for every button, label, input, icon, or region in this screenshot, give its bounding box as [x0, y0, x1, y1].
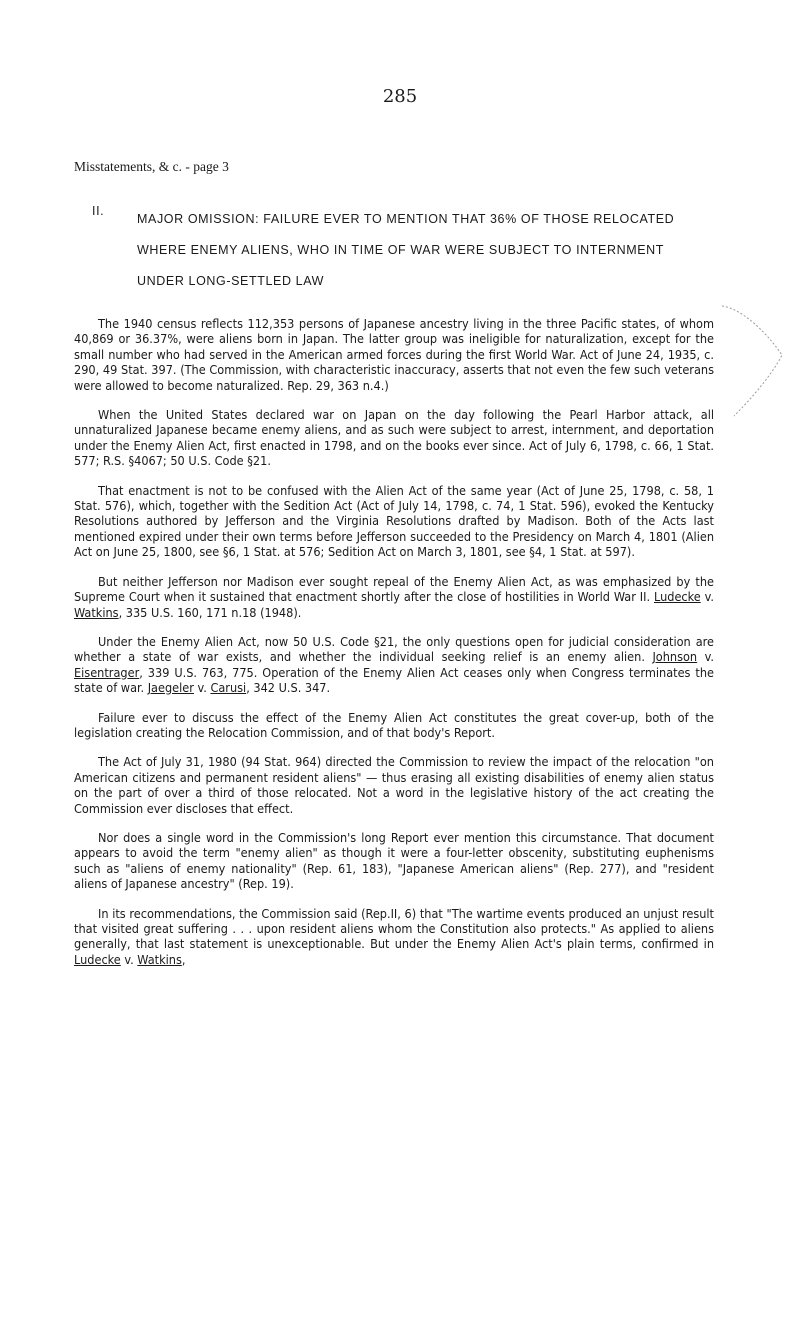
paragraph-text: , 339 U.S. 763, 775. Operation of the Enemy Alien Act ceases only when Congress terminates the state of war. — [74, 664, 714, 696]
paragraph-text: , — [181, 951, 186, 967]
paragraph-text: , 342 U.S. 347. — [246, 680, 331, 696]
case-name: Carusi — [210, 680, 247, 696]
paragraph — [74, 754, 714, 816]
paragraph-text: But neither Jefferson nor Madison ever sought repeal of the Enemy Alien Act, as was emphasized by the Supreme Court when it sustained that enactment shortly after the close of hostilities in World War II. — [74, 573, 714, 605]
paragraph-text: In its recommendations, the Commission said (Rep.II, 6) that "The wartime events produced an unjust result that visited great suffering . . . upon resident aliens whom the Constitution also protects." As applied to aliens generally, that last statement is unexceptionable. But under the Enemy Alien Act's plain terms, confirmed in — [74, 905, 714, 952]
case-name: Johnson — [652, 649, 698, 665]
paragraph-text: That enactment is not to be confused with the Alien Act of the same year (Act of June 25, 1798, c. 58, 1 Stat. 576), which, together with the Sedition Act (Act of July 14, 1798, c. 74, 1 Stat. 596), evoked the Kentucky Resolutions authored by Jefferson and the Virginia Resolutions drafted by Madison. Both of the Acts last mentioned expired under their own terms before Jefferson succeeded to the Presidency on March 4, 1801 (Alien Act on June 25, 1800, see §6, 1 Stat. at 576; Sedition Act on March 3, 1801, see §4, 1 Stat. at 597). — [74, 482, 714, 560]
paragraph — [74, 316, 714, 393]
paragraph-text: The 1940 census reflects 112,353 persons of Japanese ancestry living in the three Pacific states, of whom 40,869 or 36.37%, were aliens born in Japan. The latter group was ineligible for naturalization, except for the small number who had served in the American armed forces during the first World War. Act of June 24, 1935, c. 290, 49 Stat. 397. (The Commission, with characteristic inaccuracy, asserts that not even the few such veterans were allowed to become naturalized. Rep. 29, 363 n.4.) — [74, 316, 714, 393]
body-text — [74, 316, 714, 967]
paragraph-text: v. — [700, 589, 714, 605]
paragraph-text: v. — [697, 649, 714, 665]
section-heading-text: MAJOR OMISSION: FAILURE EVER TO MENTION THAT 36% OF THOSE RELOCATED WHERE ENEMY ALIENS, WHO IN TIME OF WAR WERE SUBJECT TO INTERNMENT UNDER LONG-SETTLED LAW — [137, 212, 675, 288]
page-number: 285 — [382, 86, 418, 107]
paragraph — [74, 407, 714, 469]
paragraph-text: Under the Enemy Alien Act, now 50 U.S. Code §21, the only questions open for judicial consideration are whether a state of war exists, and whether the individual seeking relief is an enemy alien. — [74, 633, 714, 665]
case-name: Jaegeler — [147, 680, 194, 696]
paragraph — [74, 830, 714, 892]
paragraph-text: , 335 U.S. 160, 171 n.18 (1948). — [118, 604, 302, 620]
paragraph-text: The Act of July 31, 1980 (94 Stat. 964) directed the Commission to review the impact of the relocation "on American citizens and permanent resident aliens" — thus erasing all existing disabilities of enemy alien status on the part of over a third of those relocated. Not a word in the legislative history of the act creating the Commission ever discloses that effect. — [74, 754, 714, 816]
paragraph-text: v. — [193, 680, 211, 696]
running-head: Misstatements, & c. - page 3 — [74, 159, 229, 174]
paragraph-text: v. — [120, 951, 138, 967]
paragraph-text: When the United States declared war on Japan on the day following the Pearl Harbor attack, all unnaturalized Japanese became enemy aliens, and as such were subject to arrest, internment, and deportation under the Enemy Alien Act, first enacted in 1798, and on the books ever since. Act of July 6, 1798, c. 66, 1 Stat. 577; R.S. §4067; 50 U.S. Code §21. — [74, 407, 714, 469]
paragraph — [74, 574, 714, 620]
section-number: II. — [92, 204, 105, 218]
paragraph-text: Nor does a single word in the Commission's long Report ever mention this circumstance. That document appears to avoid the term "enemy alien" as though it were a four-letter obscenity, substituting euphenisms such as "aliens of enemy nationality" (Rep. 61, 183), "Japanese American aliens" (Rep. 277), and "resident aliens of Japanese ancestry" (Rep. 19). — [74, 829, 714, 892]
paragraph — [74, 634, 714, 696]
paragraph — [74, 906, 714, 968]
case-name: Ludecke — [74, 951, 121, 967]
case-name: Watkins — [137, 951, 182, 967]
case-name: Ludecke — [653, 589, 701, 605]
paragraph — [74, 710, 714, 741]
paragraph-text: Failure ever to discuss the effect of the Enemy Alien Act constitutes the great cover-up, both of the legislation creating the Relocation Commission, and of that body's Report. — [74, 709, 714, 740]
case-name: Eisentrager — [74, 664, 140, 680]
margin-bracket-mark — [720, 300, 790, 420]
case-name: Watkins — [74, 604, 119, 620]
paragraph — [74, 483, 714, 560]
section-heading — [92, 204, 712, 297]
